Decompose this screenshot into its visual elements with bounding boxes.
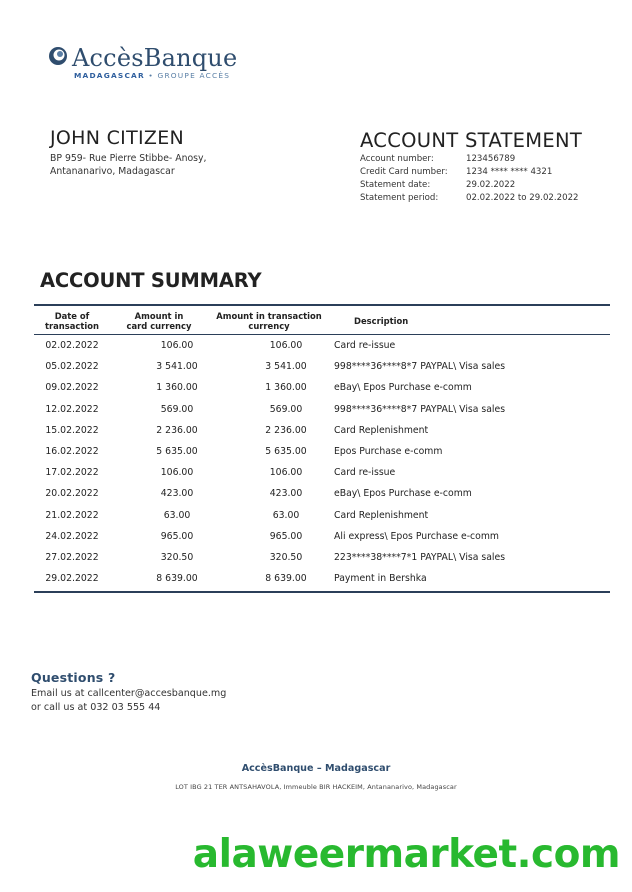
questions-title: Questions ? [31,670,116,685]
cell-description: Epos Purchase e-comm [334,445,443,457]
table-row [34,335,610,356]
cell-date: 27.02.2022 [45,551,99,563]
cell-transaction-amount: 5 635.00 [265,445,307,457]
cell-description: Card re-issue [334,467,396,479]
cell-card-amount: 3 541.00 [156,361,198,373]
cell-card-amount: 63.00 [163,509,191,521]
statement-meta [360,153,579,205]
footer-bank-name: AccèsBanque – Madagascar [241,763,391,774]
cell-description: 998****36****8*7 PAYPAL\ Visa sales [334,403,506,415]
customer-address-line2: Antananarivo, Madagascar [50,166,175,177]
cell-card-amount: 2 236.00 [156,424,198,436]
table-bottom-rule [34,591,610,593]
statement-field: Credit Card number: 1234 **** **** 4321 [360,167,553,177]
bank-subtitle: MADAGASCAR • GROUPE ACCÈS [74,71,231,80]
footer-address: LOT IBG 21 TER ANTSAHAVOLA, Immeuble BIR HACKEIM, Antananarivo, Madagascar [175,783,457,791]
cell-transaction-amount: 2 236.00 [265,424,307,436]
cell-date: 09.02.2022 [45,382,99,394]
cell-transaction-amount: 63.00 [272,509,300,521]
cell-description: Card Replenishment [334,509,429,521]
cell-date: 20.02.2022 [45,488,99,500]
contact-email: Email us at callcenter@accesbanque.mg [31,688,227,699]
cell-card-amount: 106.00 [160,340,194,351]
cell-description: 998****36****8*7 PAYPAL\ Visa sales [334,361,506,373]
cell-card-amount: 106.00 [160,467,194,479]
cell-card-amount: 320.50 [160,551,194,563]
table-row [34,526,610,547]
header-description: Description [354,316,409,326]
cell-card-amount: 965.00 [160,530,194,542]
table-row [34,356,610,377]
cell-description: Card re-issue [334,340,396,351]
customer-name: JOHN CITIZEN [50,127,185,149]
header-date: Date of transaction [45,311,99,331]
table-row [34,547,610,568]
cell-card-amount: 5 635.00 [156,445,198,457]
bank-name: AccèsBanque [72,44,238,72]
cell-transaction-amount: 106.00 [269,467,303,479]
cell-date: 15.02.2022 [45,424,99,436]
cell-date: 21.02.2022 [45,509,99,521]
table-header [34,306,610,335]
cell-date: 02.02.2022 [45,340,99,351]
cell-date: 29.02.2022 [45,573,99,585]
table-row [34,505,610,526]
watermark-text: alaweermarket.com [192,832,620,877]
cell-card-amount: 8 639.00 [156,573,198,585]
header-card-amount: Amount in card currency [126,311,192,331]
table-row [34,399,610,420]
header-transaction-amount: Amount in transaction currency [216,311,322,331]
transactions-table [34,304,610,593]
cell-transaction-amount: 965.00 [269,530,303,542]
cell-date: 17.02.2022 [45,467,99,479]
account-summary-title: ACCOUNT SUMMARY [40,269,262,292]
cell-card-amount: 1 360.00 [156,382,198,394]
table-row [34,462,610,483]
cell-transaction-amount: 3 541.00 [265,361,307,373]
cell-card-amount: 423.00 [160,488,194,500]
contact-phone: or call us at 032 03 555 44 [31,702,161,713]
statement-field: Statement date: 29.02.2022 [360,180,516,190]
cell-card-amount: 569.00 [160,403,194,415]
cell-description: Payment in Bershka [334,573,427,585]
customer-address-line1: BP 959- Rue Pierre Stibbe- Anosy, [50,153,207,164]
cell-transaction-amount: 8 639.00 [265,573,307,585]
bank-logo-icon [48,46,68,66]
cell-transaction-amount: 106.00 [269,340,303,351]
table-row [34,441,610,462]
cell-date: 05.02.2022 [45,361,99,373]
statement-field: Statement period: 02.02.2022 to 29.02.2022 [360,193,579,203]
table-body [34,335,610,589]
statement-field: Account number: 123456789 [360,154,516,164]
cell-description: 223****38****7*1 PAYPAL\ Visa sales [334,551,506,563]
cell-description: Ali express\ Epos Purchase e-comm [334,530,499,542]
table-row [34,377,610,398]
statement-title: ACCOUNT STATEMENT [360,129,583,152]
table-row [34,420,610,441]
table-row [34,568,610,589]
cell-date: 24.02.2022 [45,530,99,542]
cell-transaction-amount: 423.00 [269,488,303,500]
cell-description: Card Replenishment [334,424,429,436]
cell-description: eBay\ Epos Purchase e-comm [334,488,472,500]
customer-address [50,152,250,178]
bank-logo [48,44,248,84]
cell-transaction-amount: 1 360.00 [265,382,307,394]
table-row [34,483,610,504]
cell-transaction-amount: 320.50 [269,551,303,563]
cell-date: 16.02.2022 [45,445,99,457]
cell-transaction-amount: 569.00 [269,403,303,415]
cell-description: eBay\ Epos Purchase e-comm [334,382,472,394]
cell-date: 12.02.2022 [45,403,99,415]
